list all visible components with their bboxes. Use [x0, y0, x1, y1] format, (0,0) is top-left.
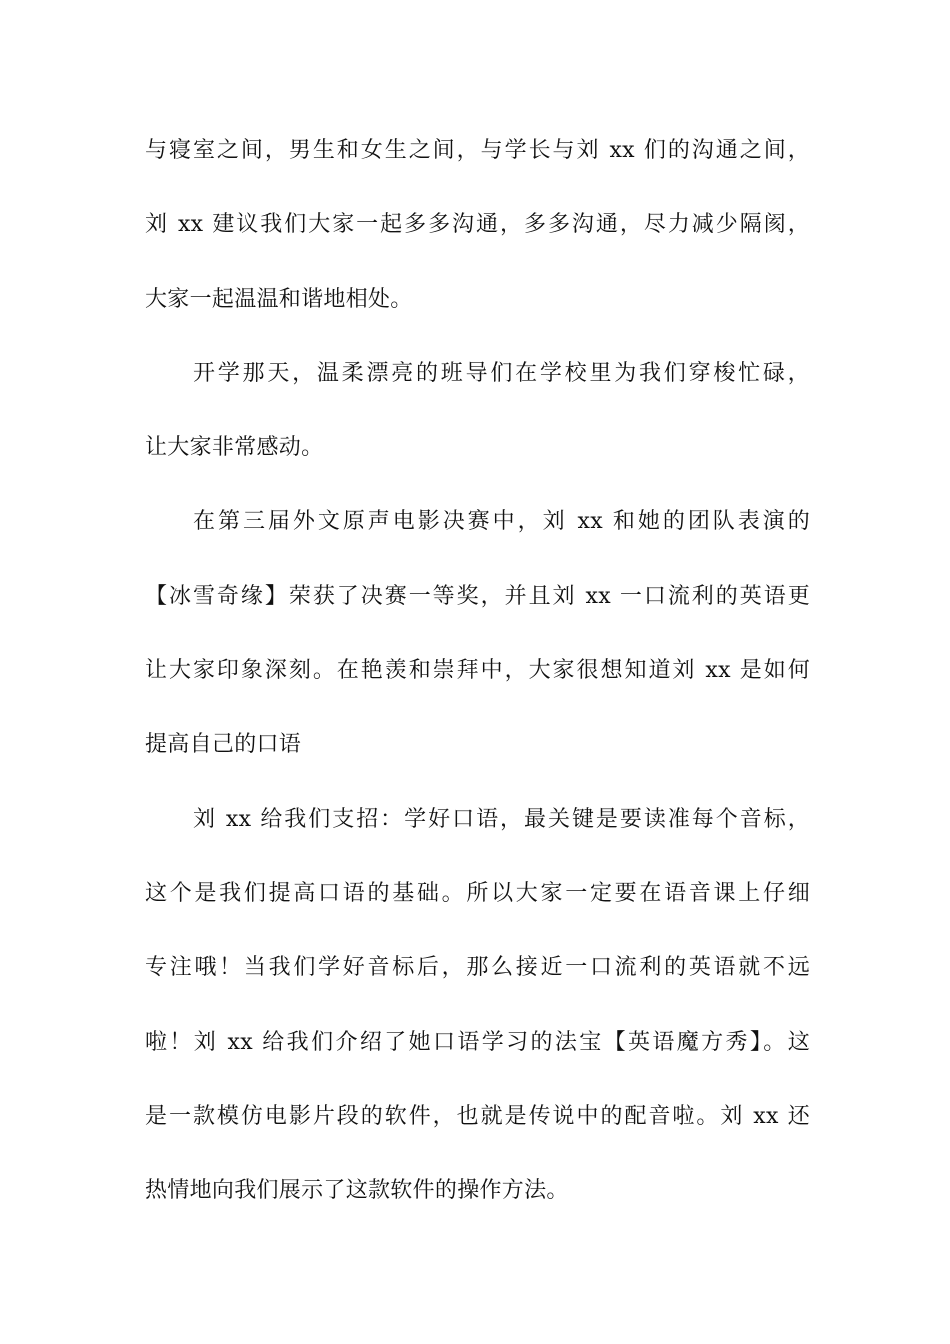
paragraph-first-line: 刘 xx 给我们支招：学好口语，最关键是要读准每个音标， [193, 806, 810, 832]
paragraph-first-line: 开学那天，温柔漂亮的班导们在学校里为我们穿梭忙碌， [193, 360, 810, 386]
text-line: 热情地向我们展示了这款软件的操作方法。 [145, 1178, 569, 1204]
text-line: 让大家印象深刻。在艳羡和崇拜中，大家很想知道刘 xx 是如何 [145, 658, 810, 684]
text-line: 与寝室之间，男生和女生之间，与学长与刘 xx 们的沟通之间， [145, 138, 810, 163]
text-line: 专注哦！当我们学好音标后，那么接近一口流利的英语就不远 [145, 955, 810, 981]
paragraph-first-line: 在第三届外文原声电影决赛中，刘 xx 和她的团队表演的 [193, 509, 810, 535]
text-line: 啦！刘 xx 给我们介绍了她口语学习的法宝【英语魔方秀】。这 [145, 1029, 810, 1055]
text-line: 【冰雪奇缘】荣获了决赛一等奖，并且刘 xx 一口流利的英语更 [145, 583, 810, 609]
text-line: 提高自己的口语 [145, 732, 302, 758]
text-line: 让大家非常感动。 [145, 435, 324, 461]
text-line: 刘 xx 建议我们大家一起多多沟通，多多沟通，尽力减少隔阂， [145, 212, 810, 238]
text-line: 这个是我们提高口语的基础。所以大家一定要在语音课上仔细 [145, 880, 810, 906]
body-text [145, 129, 810, 1243]
text-line: 大家一起温温和谐地相处。 [145, 286, 413, 312]
text-line: 是一款模仿电影片段的软件，也就是传说中的配音啦。刘 xx 还 [145, 1103, 810, 1129]
